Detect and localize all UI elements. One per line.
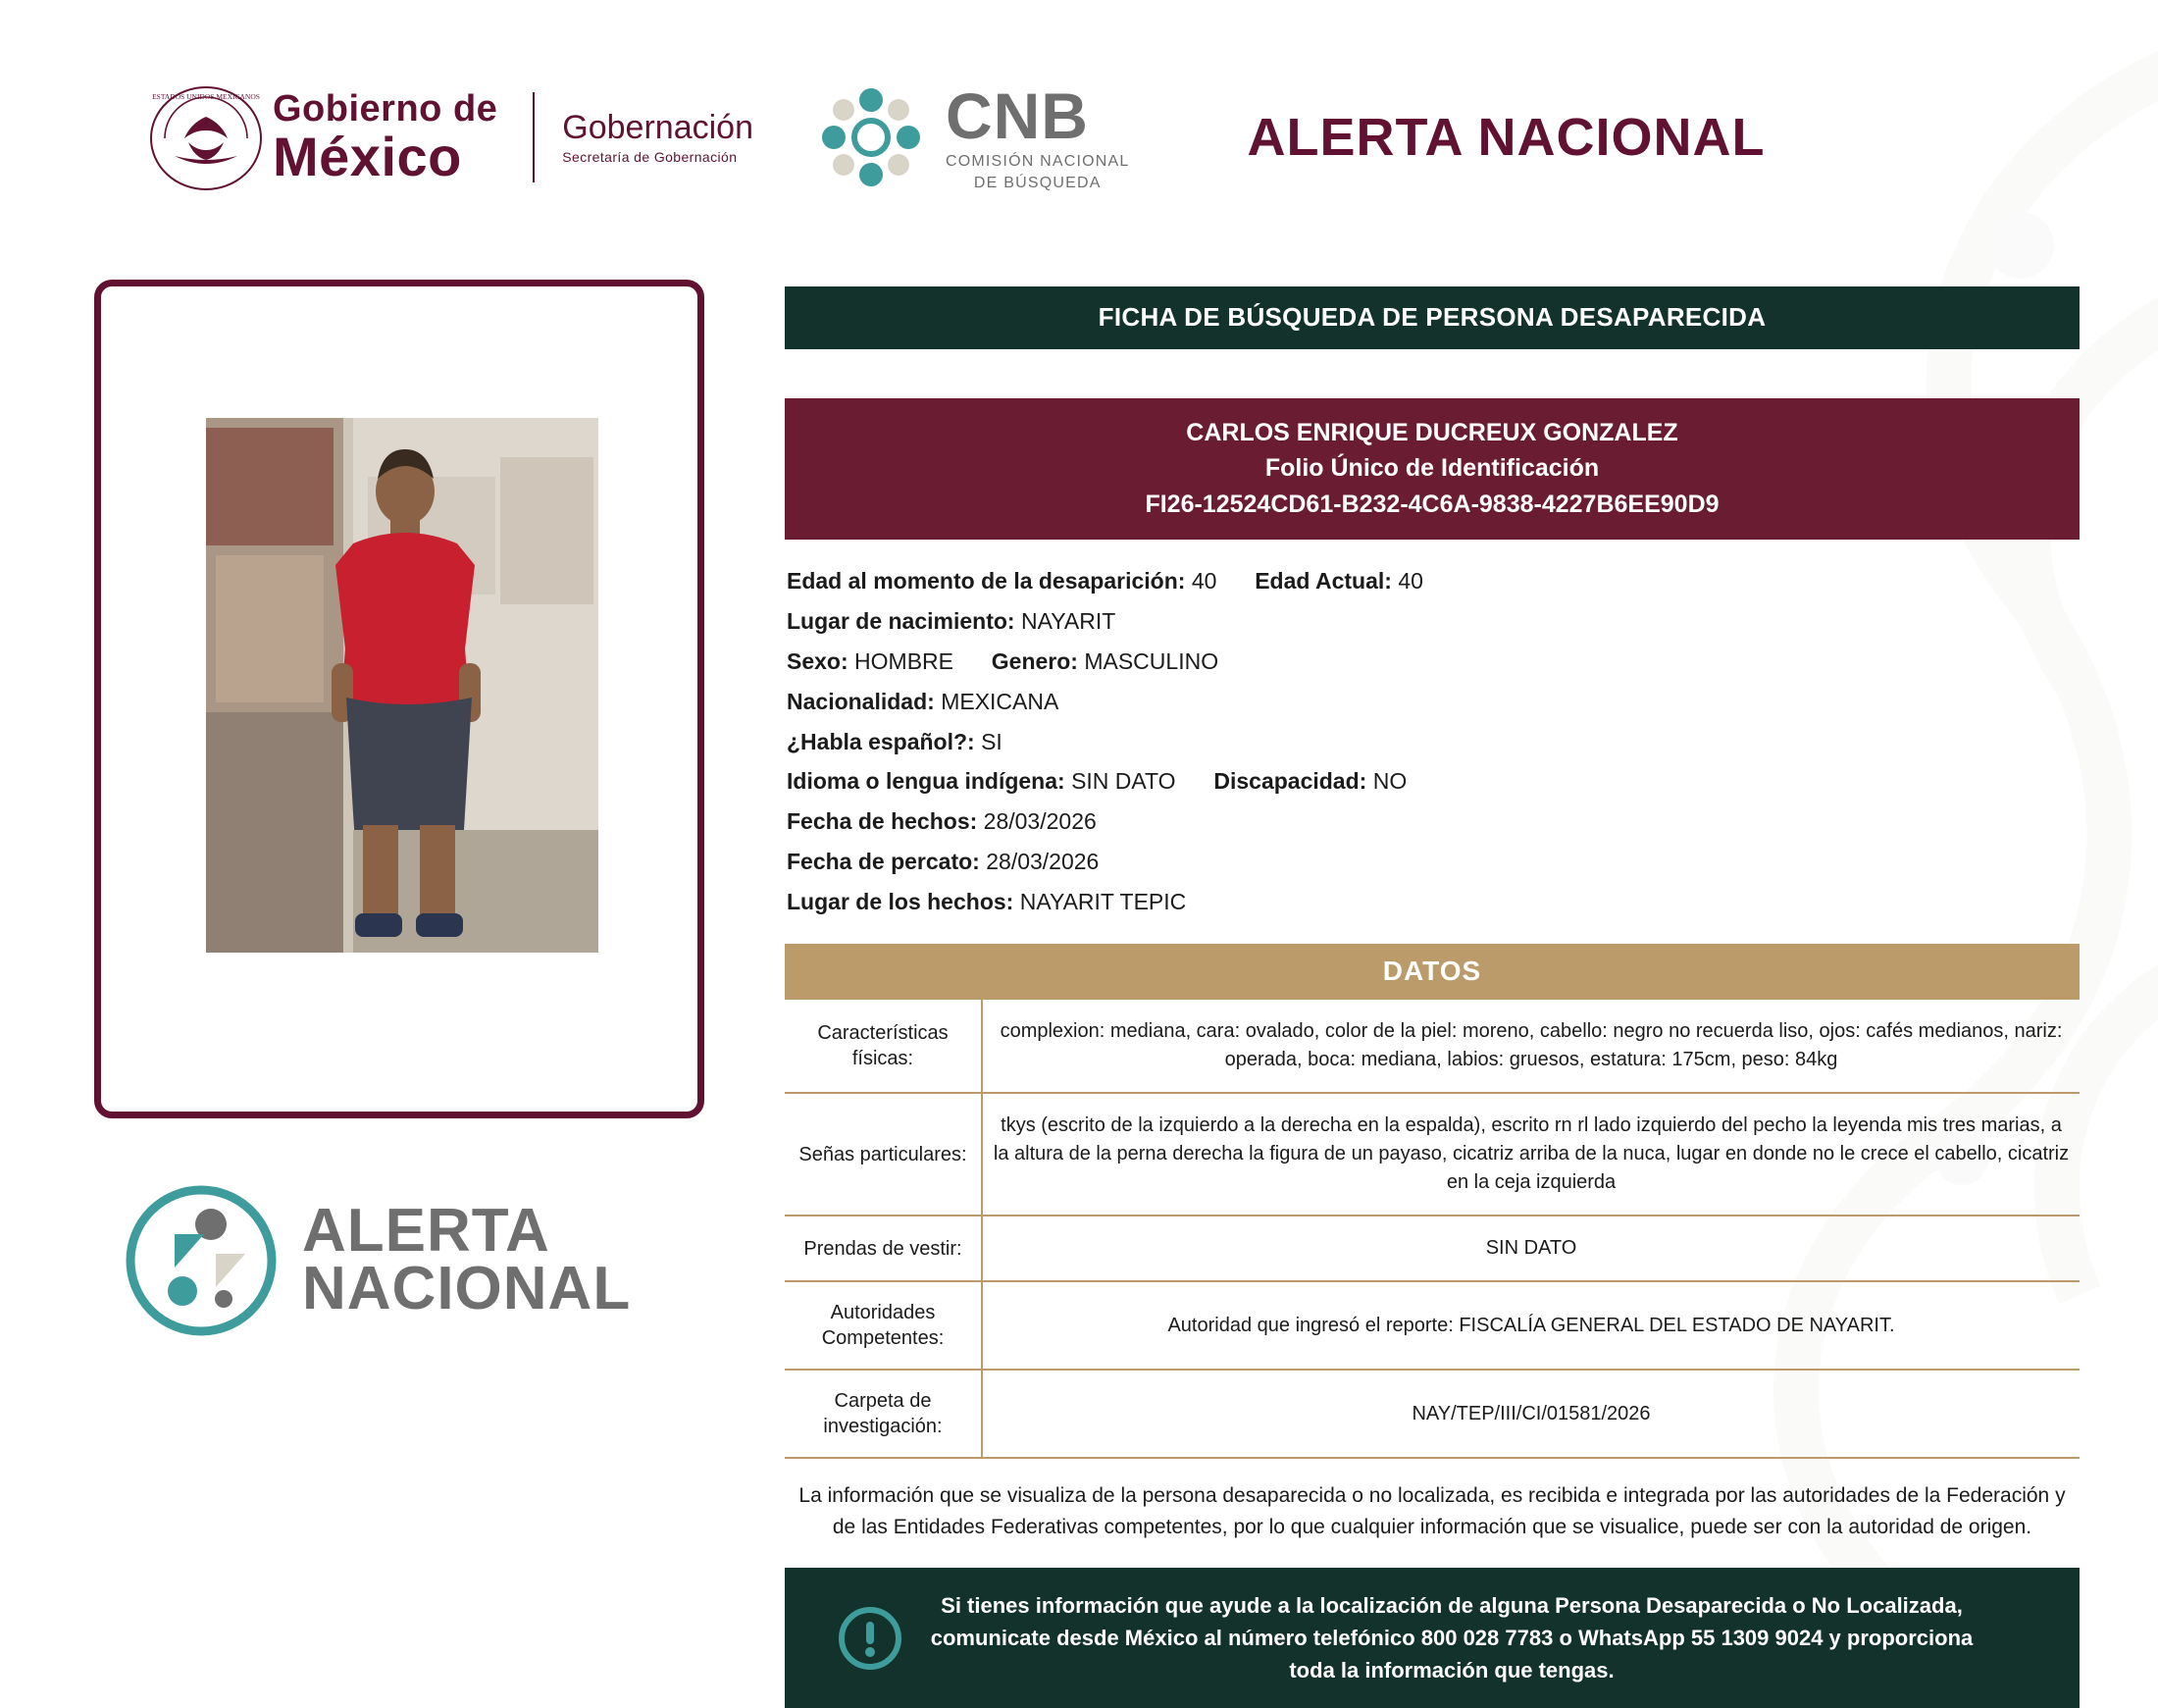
alerta-logo-icon	[118, 1177, 284, 1344]
event-date-value: 28/03/2026	[983, 808, 1097, 835]
event-date-label: Fecha de hechos:	[787, 808, 978, 835]
nationality-label: Nacionalidad:	[787, 688, 935, 714]
person-identity-banner	[785, 398, 2080, 540]
current-age-label: Edad Actual:	[1255, 567, 1392, 594]
page-header	[0, 69, 2158, 206]
contact-text: Si tienes información que ayude a la localización de alguna Persona Desaparecida o No Localizada, comunicate desde México al número telefónico 800 028 7783 o WhatsApp 55 1309 9024 y proporciona toda la información que tengas.	[930, 1593, 1974, 1683]
segob-name: Gobernación	[562, 108, 753, 146]
row-key: Prendas de vestir:	[785, 1216, 982, 1281]
notice-date-label: Fecha de percato:	[787, 849, 980, 875]
photo-frame	[94, 280, 704, 1118]
folio-value: FI26-12524CD61-B232-4C6A-9838-4227B6EE90D9	[1145, 490, 1720, 518]
notice-date-value: 28/03/2026	[986, 849, 1100, 875]
gobierno-de-mexico-wordmark	[273, 88, 498, 187]
alerta-nacional-heading: ALERTA NACIONAL	[1247, 108, 1766, 167]
alerta-nacional-logo	[118, 1172, 726, 1349]
age-at-disappearance-label: Edad al momento de la desaparición:	[787, 567, 1186, 594]
alerta-logo-line1: ALERTA	[302, 1197, 550, 1266]
table-row	[785, 1216, 2080, 1281]
table-row	[785, 1093, 2080, 1216]
field-row-age	[787, 561, 2080, 601]
person-fields	[785, 561, 2080, 922]
field-row-notice-date	[787, 842, 2080, 882]
cnb-subtitle-line2: DE BÚSQUEDA	[973, 175, 1102, 191]
row-key: Autoridades Competentes:	[785, 1281, 982, 1370]
cnb-acronym: CNB	[945, 79, 1089, 152]
row-value: Autoridad que ingresó el reporte: FISCALÍA GENERAL DEL ESTADO DE NAYARIT.	[982, 1281, 2080, 1370]
record-panel	[785, 286, 2080, 1708]
disability-value: NO	[1372, 768, 1408, 795]
folio-label: Folio Único de Identificación	[1264, 454, 1600, 483]
row-key: Señas particulares:	[785, 1093, 982, 1216]
exclamation-icon	[838, 1606, 902, 1671]
cnb-logo	[812, 78, 1130, 196]
birthplace-label: Lugar de nacimiento:	[787, 607, 1015, 634]
row-key: Carpeta de investigación:	[785, 1370, 982, 1458]
indigenous-language-label: Idioma o lengua indígena:	[787, 768, 1065, 795]
contact-banner	[785, 1568, 2080, 1708]
current-age-value: 40	[1398, 567, 1423, 594]
speaks-spanish-value: SI	[981, 728, 1002, 754]
row-key: Características físicas:	[785, 1000, 982, 1093]
table-row	[785, 1281, 2080, 1370]
row-value: tkys (escrito de la izquierdo a la derecha en la espalda), escrito rn rl lado izquierdo del pecho la leyenda mis tres marias, a la altura de la perna derecha la figura de un payaso, cicatriz arriba de la nuca, lugar en donde no le crece el cabello, cicatriz en la ceja izquierda	[982, 1093, 2080, 1216]
row-value: SIN DATO	[982, 1216, 2080, 1281]
field-row-event-place	[787, 882, 2080, 922]
cnb-mark-icon	[812, 78, 930, 196]
sex-value: HOMBRE	[854, 647, 953, 674]
datos-table	[785, 1000, 2080, 1459]
person-name: CARLOS ENRIQUE DUCREUX GONZALEZ	[1186, 419, 1678, 446]
age-at-disappearance-value: 40	[1191, 567, 1217, 594]
row-value: complexion: mediana, cara: ovalado, color de la piel: moreno, cabello: negro no recuerda liso, ojos: cafés medianos, nariz: operada, boca: mediana, labios: gruesos, estatura: 175cm, peso: 84kg	[982, 1000, 2080, 1093]
gob-line-2: México	[273, 126, 462, 187]
field-row-nationality	[787, 682, 2080, 722]
table-row	[785, 1000, 2080, 1093]
alerta-logo-line2: NACIONAL	[302, 1255, 632, 1322]
nationality-value: MEXICANA	[941, 688, 1059, 714]
table-row	[785, 1370, 2080, 1458]
row-value: NAY/TEP/III/CI/01581/2026	[982, 1370, 2080, 1458]
mexican-coat-of-arms-icon	[145, 83, 267, 191]
gender-value: MASCULINO	[1084, 647, 1219, 674]
field-row-birthplace	[787, 601, 2080, 642]
field-row-spanish	[787, 722, 2080, 762]
event-place-label: Lugar de los hechos:	[787, 889, 1014, 915]
sex-label: Sexo:	[787, 647, 848, 674]
disability-label: Discapacidad:	[1213, 768, 1367, 795]
indigenous-language-value: SIN DATO	[1071, 768, 1176, 795]
field-row-language-disability	[787, 761, 2080, 802]
gob-line-1: Gobierno de	[273, 88, 498, 129]
ficha-banner: FICHA DE BÚSQUEDA DE PERSONA DESAPARECIDA	[785, 286, 2080, 349]
field-row-sex-gender	[787, 642, 2080, 682]
missing-person-photo	[206, 418, 598, 953]
segob-wordmark	[562, 110, 753, 166]
header-divider	[533, 92, 535, 182]
segob-subtitle: Secretaría de Gobernación	[562, 149, 738, 165]
disclaimer-text: La información que se visualiza de la persona desaparecida o no localizada, es recibida e integrada por las autoridades de la Federación y de las Entidades Federativas competentes, por lo que cualquier información que se visualice, puede ser con la autoridad de origen.	[798, 1484, 2066, 1538]
event-place-value: NAYARIT TEPIC	[1019, 889, 1187, 915]
svg-text:ESTADOS UNIDOS MEXICANOS: ESTADOS UNIDOS MEXICANOS	[152, 92, 260, 101]
speaks-spanish-label: ¿Habla español?:	[787, 728, 975, 754]
birthplace-value: NAYARIT	[1020, 607, 1116, 634]
cnb-subtitle-line1: COMISIÓN NACIONAL	[945, 153, 1130, 170]
datos-section-header: DATOS	[785, 944, 2080, 1000]
gender-label: Genero:	[991, 647, 1078, 674]
field-row-event-date	[787, 802, 2080, 842]
